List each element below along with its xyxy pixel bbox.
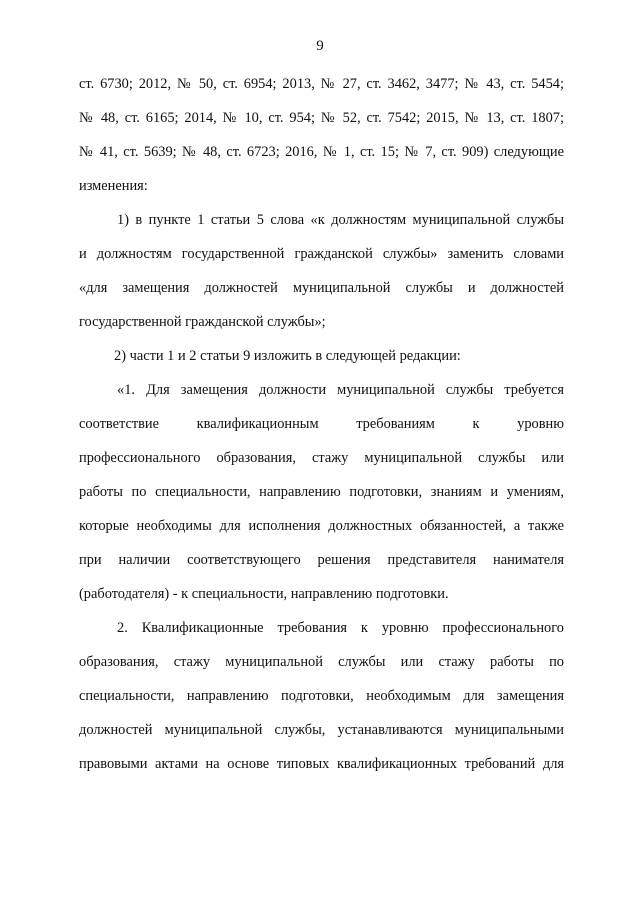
text-line: 2) части 1 и 2 статьи 9 изложить в следующей редакции:: [114, 348, 461, 364]
text-line: (работодателя) - к специальности, направлению подготовки.: [79, 586, 449, 602]
text-line: государственной гражданской службы»;: [79, 314, 326, 330]
text-line: образования, стажу муниципальной службы или стажу работы по: [79, 654, 564, 670]
text-line: 2. Квалификационные требования к уровню профессионального: [117, 620, 564, 636]
text-line: изменения:: [79, 178, 148, 194]
text-line: должностей муниципальной службы, устанавливаются муниципальными: [79, 722, 564, 738]
text-line: правовыми актами на основе типовых квалификационных требований для: [79, 756, 564, 772]
text-line: соответствие квалификационным требованиям к уровню: [79, 416, 564, 432]
text-line: № 41, ст. 5639; № 48, ст. 6723; 2016, № 1, ст. 15; № 7, ст. 909) следующие: [79, 144, 564, 160]
text-line: при наличии соответствующего решения представителя нанимателя: [79, 552, 564, 568]
text-line: 1) в пункте 1 статьи 5 слова «к должностям муниципальной службы: [117, 212, 564, 228]
text-line: № 48, ст. 6165; 2014, № 10, ст. 954; № 52, ст. 7542; 2015, № 13, ст. 1807;: [79, 110, 564, 126]
text-line: «для замещения должностей муниципальной службы и должностей: [79, 280, 564, 296]
text-line: ст. 6730; 2012, № 50, ст. 6954; 2013, № 27, ст. 3462, 3477; № 43, ст. 5454;: [79, 76, 564, 92]
text-line: «1. Для замещения должности муниципальной службы требуется: [117, 382, 564, 398]
document-body: [79, 67, 564, 781]
text-line: работы по специальности, направлению подготовки, знаниям и умениям,: [79, 484, 564, 500]
text-line: специальности, направлению подготовки, необходимым для замещения: [79, 688, 564, 704]
text-line: которые необходимы для исполнения должностных обязанностей, а также: [79, 518, 564, 534]
page-number: 9: [316, 38, 324, 54]
text-line: профессионального образования, стажу муниципальной службы или: [79, 450, 564, 466]
text-line: и должностям государственной гражданской службы» заменить словами: [79, 246, 564, 262]
